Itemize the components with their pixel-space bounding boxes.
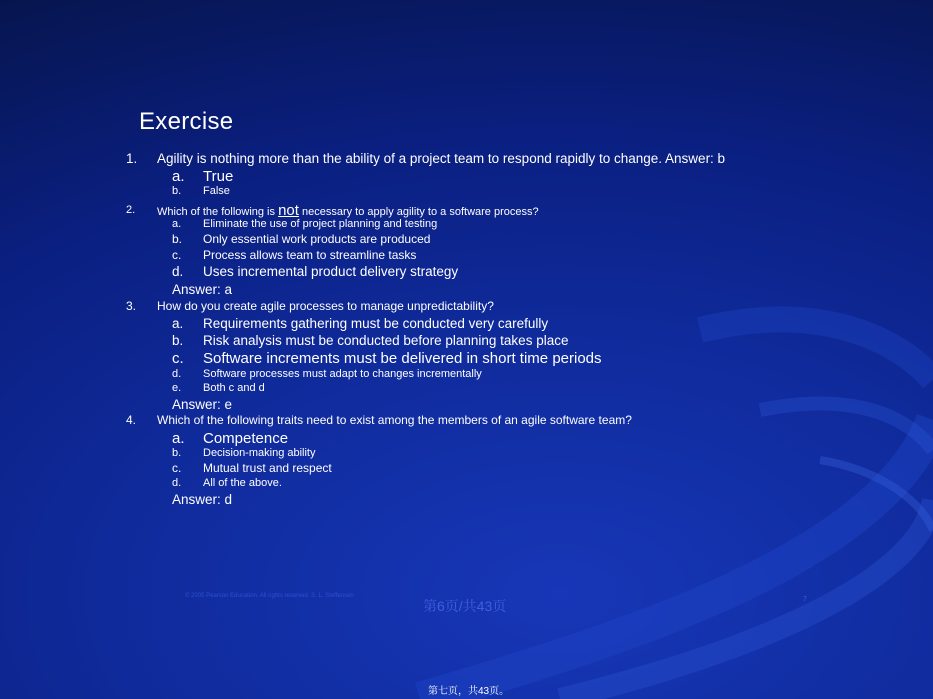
option-letter: a. bbox=[172, 218, 182, 230]
answer-text: Answer: a bbox=[172, 282, 233, 297]
question-text bbox=[157, 202, 539, 219]
bottom-page-label: 第七页，共43页。 bbox=[428, 686, 510, 697]
option-letter: c. bbox=[172, 461, 182, 475]
option-letter: c. bbox=[172, 350, 184, 367]
question-text: How do you create agile processes to manage unpredictability? bbox=[157, 299, 494, 313]
option-text: Requirements gathering must be conducted very carefully bbox=[203, 316, 549, 331]
slide-title: Exercise bbox=[139, 108, 234, 135]
option-text: Decision-making ability bbox=[203, 447, 316, 459]
option-text: Software increments must be delivered in short time periods bbox=[203, 350, 602, 367]
copyright-notice: © 2005 Pearson Education. All rights reserved. S. L. Steffensen bbox=[185, 593, 354, 599]
option-letter: b. bbox=[172, 232, 183, 246]
slide-number: 7 bbox=[803, 596, 807, 603]
option-text: Competence bbox=[203, 430, 289, 447]
option-text: Process allows team to streamline tasks bbox=[203, 248, 417, 262]
option-text: Both c and d bbox=[203, 382, 265, 394]
option-text: All of the above. bbox=[203, 477, 282, 489]
option-text: Eliminate the use of project planning and testing bbox=[203, 218, 438, 230]
option-text: True bbox=[203, 168, 234, 185]
option-text: False bbox=[203, 185, 230, 197]
option-text: Only essential work products are produced bbox=[203, 232, 431, 246]
option-letter: a. bbox=[172, 168, 185, 185]
option-letter: d. bbox=[172, 264, 184, 279]
page-indicator: 第6页/共43页 bbox=[423, 598, 507, 614]
question-number: 3. bbox=[126, 299, 137, 313]
emphasis-word: not bbox=[278, 202, 299, 219]
option-text: Uses incremental product delivery strategy bbox=[203, 264, 459, 279]
option-text: Risk analysis must be conducted before planning takes place bbox=[203, 333, 569, 348]
option-letter: b. bbox=[172, 185, 182, 197]
question-text-start: Which of the following is bbox=[157, 206, 279, 218]
question-text: Agility is nothing more than the ability of a project team to respond rapidly to change. Answer: b bbox=[157, 151, 726, 166]
option-letter: d. bbox=[172, 477, 182, 489]
option-letter: c. bbox=[172, 248, 182, 262]
answer-text: Answer: d bbox=[172, 492, 233, 507]
question-number: 2. bbox=[126, 204, 136, 216]
answer-text: Answer: e bbox=[172, 397, 233, 412]
question-text: Which of the following traits need to exist among the members of an agile software team? bbox=[157, 413, 632, 427]
option-text: Mutual trust and respect bbox=[203, 461, 332, 475]
option-letter: b. bbox=[172, 333, 184, 348]
question-number: 4. bbox=[126, 413, 137, 427]
option-text: Software processes must adapt to changes incrementally bbox=[203, 368, 482, 380]
question-number: 1. bbox=[126, 151, 138, 166]
option-letter: b. bbox=[172, 447, 182, 459]
option-letter: a. bbox=[172, 430, 185, 447]
option-letter: d. bbox=[172, 368, 182, 380]
option-letter: a. bbox=[172, 316, 184, 331]
question-text-end: necessary to apply agility to a software process? bbox=[298, 206, 539, 218]
option-letter: e. bbox=[172, 382, 182, 394]
